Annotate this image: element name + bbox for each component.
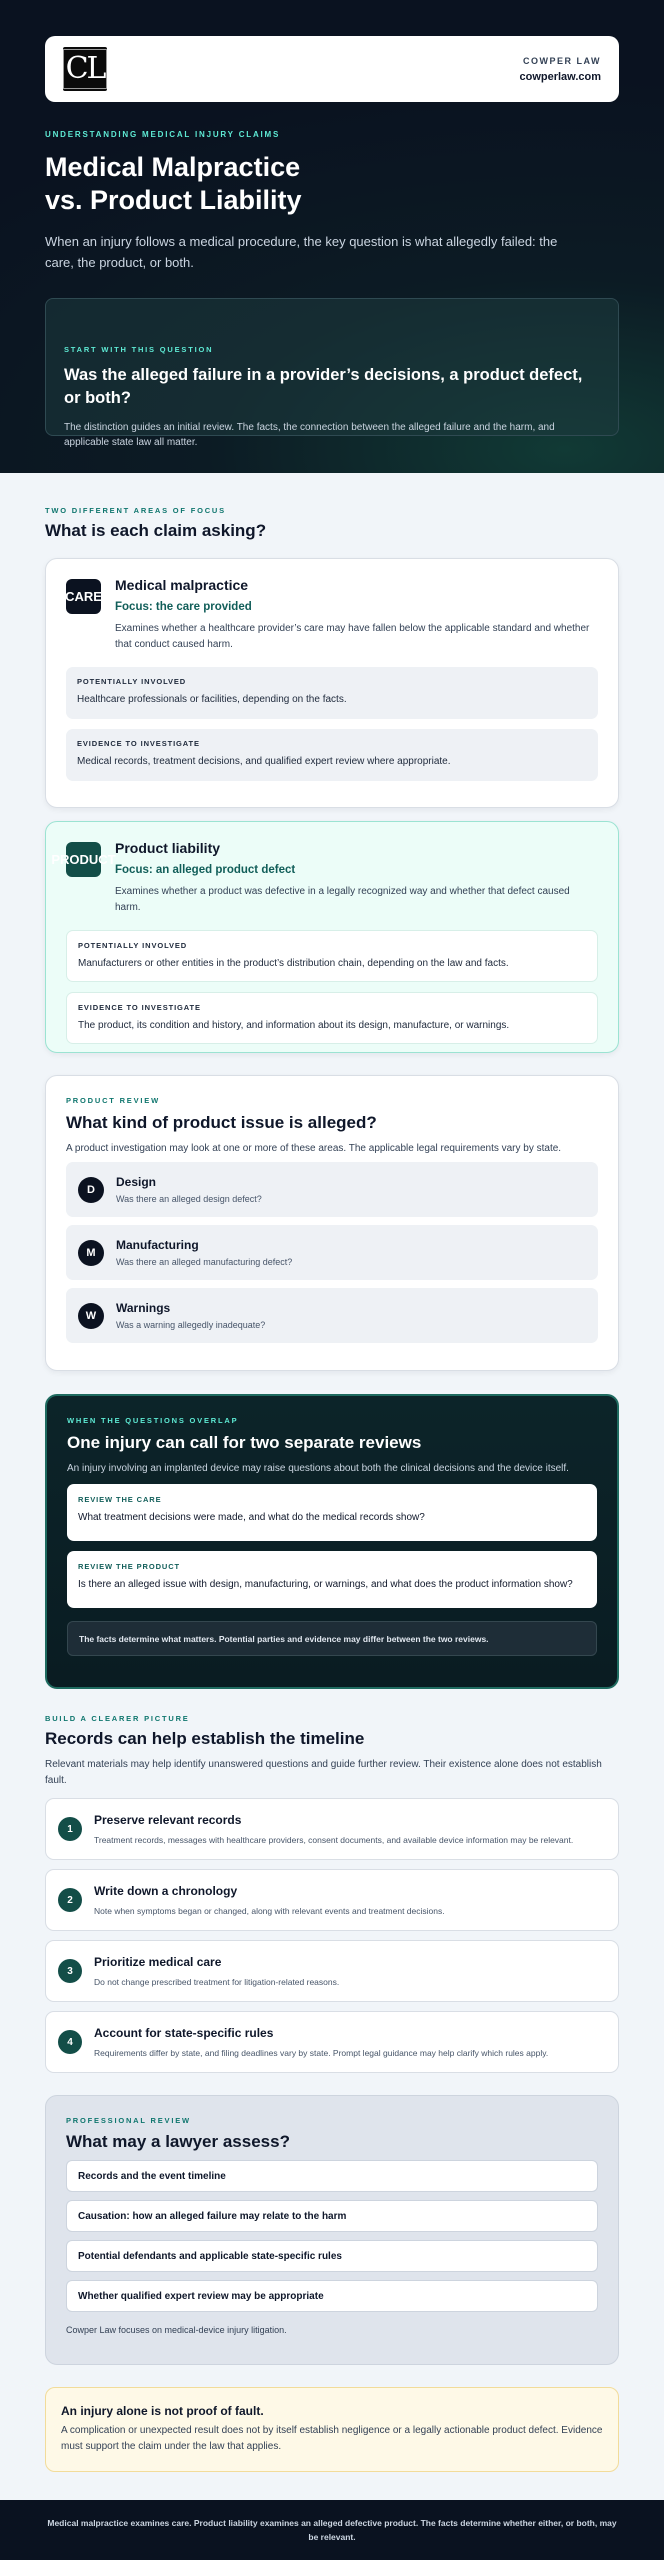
brand-bar bbox=[45, 36, 619, 102]
issue-design: D Design Was there an alleged design defect? bbox=[66, 1162, 598, 1217]
claim-focus: Focus: an alleged product defect bbox=[115, 864, 296, 876]
caution-title: An injury alone is not proof of fault. bbox=[61, 2404, 264, 2418]
evidence-box: EVIDENCE TO INVESTIGATE Medical records, treatment decisions, and qualified expert review where appropriate. bbox=[66, 729, 598, 781]
lawyer-title: What may a lawyer assess? bbox=[66, 2132, 290, 2151]
footer-text: Medical malpractice examines care. Product liability examines an alleged defective product. The facts determine whether either, or both, may be relevant. bbox=[47, 2518, 617, 2542]
page-footer bbox=[0, 2500, 664, 2560]
review-product-box: REVIEW THE PRODUCT Is there an alleged issue with design, manufacturing, or warnings, and what does the product information show? bbox=[67, 1551, 597, 1608]
overlap-card bbox=[45, 1394, 619, 1689]
warnings-badge-icon: W bbox=[78, 1303, 104, 1329]
lawyer-footnote: Cowper Law focuses on medical-device injury litigation. bbox=[66, 2325, 287, 2335]
brand-logo[interactable]: CL bbox=[63, 47, 107, 91]
question-card bbox=[45, 298, 619, 448]
focus-eyebrow: TWO DIFFERENT AREAS OF FOCUS bbox=[45, 506, 226, 515]
claim-card-malpractice bbox=[45, 558, 619, 808]
brand-url-link[interactable]: cowperlaw.com bbox=[519, 70, 601, 83]
care-icon: CARE bbox=[66, 579, 101, 614]
question-text: The distinction guides an initial review. The facts, the connection between the alleged failure and the harm, and applicable state law all matter. bbox=[64, 422, 555, 448]
step-item: 2 Write down a chronology Note when symptoms began or changed, along with relevant events and treatment decisions. bbox=[45, 1869, 619, 1931]
product-review-desc: A product investigation may look at one or more of these areas. The applicable legal requirements vary by state. bbox=[66, 1143, 562, 1154]
claim-title: Product liability bbox=[115, 840, 221, 856]
overlap-eyebrow: WHEN THE QUESTIONS OVERLAP bbox=[67, 1416, 239, 1425]
lawyer-assess-card bbox=[45, 2095, 619, 2365]
step-item: 3 Prioritize medical care Do not change prescribed treatment for litigation-related reasons. bbox=[45, 1940, 619, 2002]
design-badge-icon: D bbox=[78, 1177, 104, 1203]
caution-text: A complication or unexpected result does not by itself establish negligence or a legally actionable product defect. Evidence must support the claim under the law that applies. bbox=[61, 2425, 603, 2452]
lawyer-eyebrow: PROFESSIONAL REVIEW bbox=[66, 2116, 191, 2125]
overlap-desc: An injury involving an implanted device may raise questions about both the clinical decisions and the device itself. bbox=[67, 1463, 569, 1474]
assess-item: Potential defendants and applicable state-specific rules bbox=[66, 2240, 598, 2272]
caution-box bbox=[45, 2387, 619, 2472]
timeline-header bbox=[45, 1714, 619, 1789]
step-number-icon: 4 bbox=[58, 2030, 82, 2054]
timeline-intro: Relevant materials may help identify unanswered questions and guide further review. Their existence alone does not establish fault. bbox=[45, 1759, 602, 1786]
question-eyebrow: START WITH THIS QUESTION bbox=[64, 345, 214, 354]
involved-box: POTENTIALLY INVOLVED Manufacturers or other entities in the product’s distribution chain, depending on the law and facts. bbox=[66, 930, 598, 982]
brand-name: COWPER LAW bbox=[523, 55, 601, 66]
claim-description: Examines whether a healthcare provider’s care may have fallen below the applicable standard and whether that conduct caused harm. bbox=[115, 623, 590, 650]
claim-title: Medical malpractice bbox=[115, 577, 249, 593]
evidence-box: EVIDENCE TO INVESTIGATE The product, its condition and history, and information about its design, manufacture, or warnings. bbox=[66, 992, 598, 1044]
step-item: 1 Preserve relevant records Treatment records, messages with healthcare providers, consent documents, and available device information may be relevant. bbox=[45, 1798, 619, 1860]
step-number-icon: 2 bbox=[58, 1888, 82, 1912]
product-icon: PRODUCT bbox=[66, 842, 101, 877]
hero-lead: When an injury follows a medical procedure, the key question is what allegedly failed: the care, the product, or both. bbox=[45, 234, 558, 270]
product-review-card bbox=[45, 1075, 619, 1371]
step-item: 4 Account for state-specific rules Requirements differ by state, and filing deadlines vary by state. Prompt legal guidance may help clarify which rules apply. bbox=[45, 2011, 619, 2073]
hero-section bbox=[0, 0, 664, 473]
overlap-note: The facts determine what matters. Potential parties and evidence may differ between the two reviews. bbox=[67, 1621, 597, 1656]
timeline-title: Records can help establish the timeline bbox=[45, 1729, 365, 1748]
claim-description: Examines whether a product was defective in a legally recognized way and whether that defect caused harm. bbox=[115, 886, 570, 913]
manufacturing-badge-icon: M bbox=[78, 1240, 104, 1266]
claim-card-product-liability bbox=[45, 821, 619, 1053]
assess-item: Causation: how an alleged failure may relate to the harm bbox=[66, 2200, 598, 2232]
issue-warnings: W Warnings Was a warning allegedly inadequate? bbox=[66, 1288, 598, 1343]
review-care-box: REVIEW THE CARE What treatment decisions were made, and what do the medical records show? bbox=[67, 1484, 597, 1541]
focus-header bbox=[45, 506, 619, 541]
step-number-icon: 1 bbox=[58, 1817, 82, 1841]
timeline-eyebrow: BUILD A CLEARER PICTURE bbox=[45, 1714, 190, 1723]
assess-item: Whether qualified expert review may be appropriate bbox=[66, 2280, 598, 2312]
issue-manufacturing: M Manufacturing Was there an alleged manufacturing defect? bbox=[66, 1225, 598, 1280]
assess-item: Records and the event timeline bbox=[66, 2160, 598, 2192]
focus-title: What is each claim asking? bbox=[45, 521, 267, 540]
product-review-eyebrow: PRODUCT REVIEW bbox=[66, 1096, 160, 1105]
involved-box: POTENTIALLY INVOLVED Healthcare professionals or facilities, depending on the facts. bbox=[66, 667, 598, 719]
hero-eyebrow: UNDERSTANDING MEDICAL INJURY CLAIMS bbox=[45, 130, 281, 139]
product-review-title: What kind of product issue is alleged? bbox=[66, 1113, 377, 1132]
overlap-title: One injury can call for two separate reviews bbox=[67, 1433, 422, 1452]
question-title: Was the alleged failure in a provider’s decisions, a product defect, or both? bbox=[64, 366, 583, 407]
page-title: Medical Malpractice vs. Product Liability bbox=[45, 152, 302, 215]
claim-focus: Focus: the care provided bbox=[115, 601, 252, 613]
timeline-steps bbox=[45, 1798, 619, 2073]
step-number-icon: 3 bbox=[58, 1959, 82, 1983]
